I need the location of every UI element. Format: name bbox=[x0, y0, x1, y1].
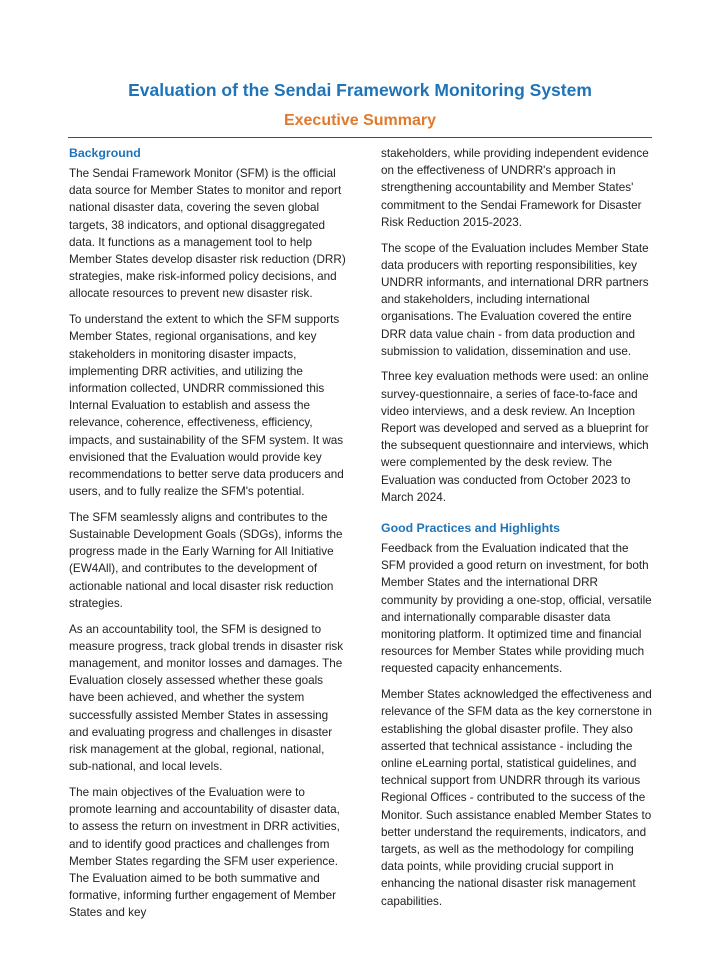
document-subtitle: Executive Summary bbox=[283, 112, 437, 129]
paragraph: The Sendai Framework Monitor (SFM) is the official data source for Member States to monitor and report national disaster data, covering the seven global targets, 38 indicators, and optional disaggregated data. It functions as a management tool to help Member States develop disaster risk reduction (DRR) strategies, make risk-informed policy decisions, and allocate resources to prevent new disaster risk. bbox=[69, 167, 346, 301]
paragraph: stakeholders, while providing independent evidence on the effectiveness of UNDRR's approach in strengthening accountability and Member States' commitment to the Sendai Framework for Disaster Risk Reduction 2015-2023. bbox=[381, 147, 649, 229]
paragraph: As an accountability tool, the SFM is designed to measure progress, track global trends in disaster risk management, and monitor losses and damages. The Evaluation closely assessed whether these goals have been achieved, and whether the system successfully assisted Member States in assessing and evaluating progress and challenges in disaster risk management at the global, regional, national, sub-national, and local levels. bbox=[69, 622, 344, 774]
paragraph: Three key evaluation methods were used: an online survey-questionnaire, a series of face-to-face and video interviews, and a desk review. An Inception Report was developed and served as a blueprint for the subsequent questionnaire and interviews, which were complemented by the desk review. The Evaluation was conducted from October 2023 to March 2024. bbox=[381, 370, 649, 504]
document-title: Evaluation of the Sendai Framework Monitoring System bbox=[128, 80, 592, 100]
title-divider bbox=[68, 137, 652, 138]
section-heading-background: Background bbox=[69, 146, 141, 160]
paragraph: The scope of the Evaluation includes Member State data producers with reporting responsibilities, key UNDRR informants, and international DRR partners and stakeholders, including international organisations. The Evaluation covered the entire DRR data value chain - from data production and submission to validation, dissemination and use. bbox=[381, 241, 649, 358]
paragraph: The SFM seamlessly aligns and contributes to the Sustainable Development Goals (SDGs), informs the progress made in the Early Warning for All Initiative (EW4All), and contributes to the development of actionable national and local disaster risk reduction strategies. bbox=[69, 510, 343, 610]
right-column bbox=[381, 145, 653, 918]
section-heading-good-practices: Good Practices and Highlights bbox=[381, 521, 561, 536]
paragraph: The main objectives of the Evaluation were to promote learning and accountability of disaster data, to assess the return on investment in DRR activities, and to identify good practices and challenges from Member States regarding the SFM user experience. The Evaluation aimed to be both summative and formative, informing further engagement of Member States and key bbox=[69, 785, 340, 920]
left-column bbox=[69, 145, 350, 930]
paragraph: To understand the extent to which the SFM supports Member States, regional organisations, and key stakeholders in monitoring disaster impacts, implementing DRR activities, and utilizing the information collected, UNDRR commissioned this Internal Evaluation to establish and assess the relevance, coherence, effectiveness, efficiency, impacts, and sustainability of the SFM system. It was envisioned that the Evaluation would provide key recommendations to better serve data producers and users, and to fully realize the SFM's potential. bbox=[69, 313, 344, 499]
paragraph: Feedback from the Evaluation indicated that the SFM provided a good return on investment, for both Member States and the international DRR community by providing a one-stop, official, versatile and internationally comparable disaster data monitoring platform. It optimized time and financial resources for Member States while providing much requested capacity enhancements. bbox=[381, 542, 652, 676]
paragraph: Member States acknowledged the effectiveness and relevance of the SFM data as the key cornerstone in establishing the global disaster profile. They also asserted that technical assistance - including the online eLearning portal, statistical guidelines, and technical support from UNDRR through its various Regional Offices - contributed to the success of the Monitor. Such assistance enabled Member States to better understand the requirements, indicators, and targets, as well as the methodology for compiling data points, while providing crucial support in enhancing the national disaster risk management capabilities. bbox=[381, 688, 652, 908]
